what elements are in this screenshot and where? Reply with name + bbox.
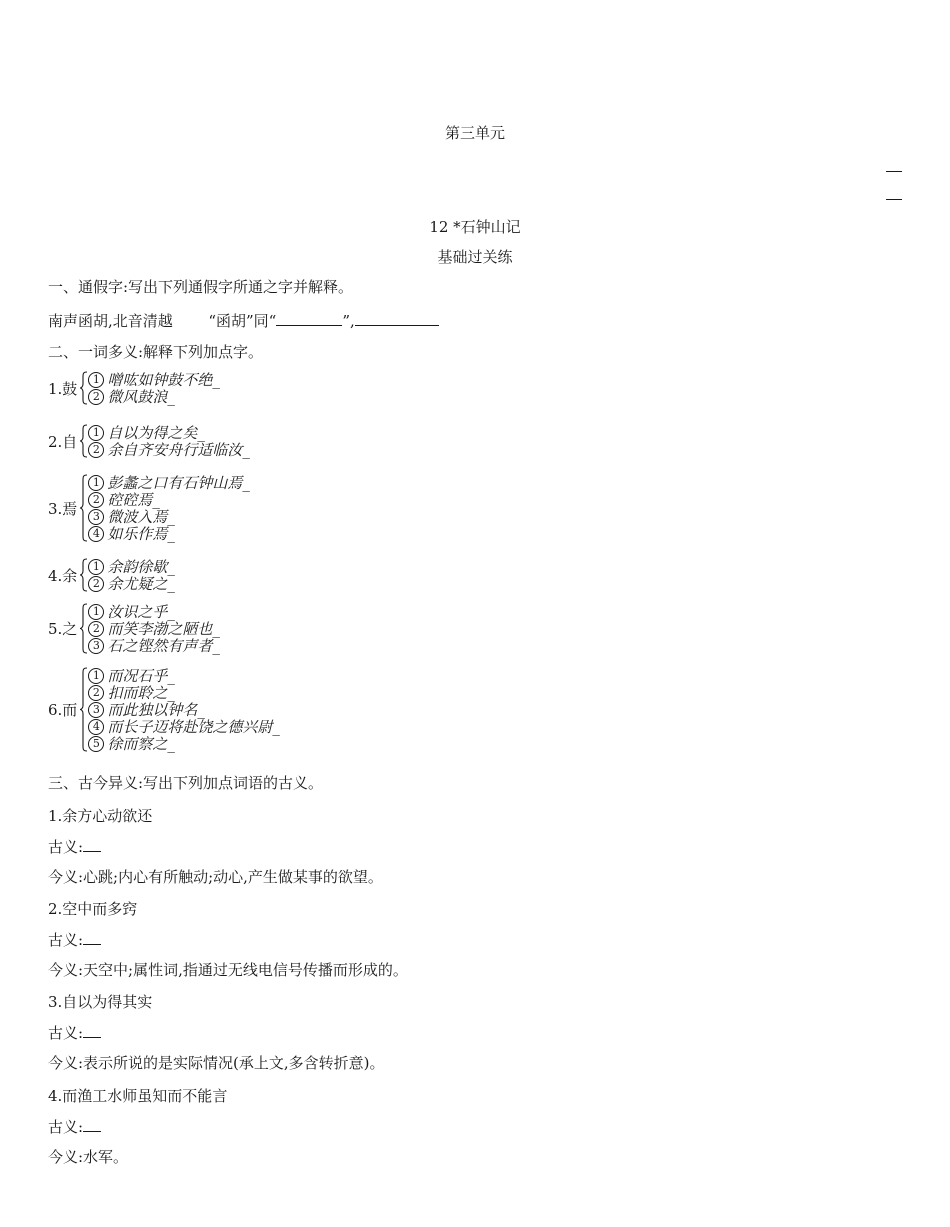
circled-number: 2 bbox=[88, 621, 104, 637]
q2-group-zhi bbox=[48, 603, 220, 654]
answer-blank[interactable]: _ bbox=[242, 440, 250, 459]
example-sentence: 余尤疑之 bbox=[107, 575, 168, 593]
q3-item-3-title: 3.自以为得其实 bbox=[48, 993, 153, 1011]
q3-item-3-blank[interactable] bbox=[83, 1023, 101, 1038]
q2-group-head: 6.而 bbox=[48, 701, 78, 719]
q1-answer-blank-2[interactable] bbox=[355, 311, 439, 326]
example-sentence: 如乐作焉 bbox=[107, 525, 168, 543]
answer-blank[interactable]: _ bbox=[197, 700, 205, 719]
curly-brace-icon bbox=[79, 558, 88, 592]
answer-blank[interactable]: _ bbox=[167, 557, 175, 576]
answer-blank[interactable]: _ bbox=[167, 387, 175, 406]
example-sentence: 扣而聆之 bbox=[107, 684, 168, 702]
example-sentence: 噌吰如钟鼓不绝 bbox=[107, 371, 213, 389]
q3-item-3-jin: 今义:表示所说的是实际情况(承上文,多含转折意)。 bbox=[48, 1054, 385, 1072]
curly-brace-icon bbox=[79, 424, 88, 458]
example-sentence: 微风鼓浪 bbox=[107, 388, 168, 406]
answer-blank[interactable]: _ bbox=[167, 602, 175, 621]
example-sentence: 余自齐安舟行适临汝 bbox=[107, 441, 243, 459]
q2-group-head: 2.自 bbox=[48, 432, 78, 451]
unit-title: 第三单元 bbox=[444, 124, 505, 142]
circled-number: 1 bbox=[88, 604, 104, 620]
q3-item-2-gu bbox=[48, 929, 101, 950]
example-sentence: 微波入焉 bbox=[107, 508, 168, 526]
example-sentence: 硿硿焉 bbox=[107, 491, 153, 509]
q2-group-items bbox=[88, 474, 250, 542]
answer-blank[interactable]: _ bbox=[167, 666, 175, 685]
gu-label: 古义: bbox=[48, 838, 84, 856]
q3-item-4-jin: 今义:水军。 bbox=[48, 1148, 129, 1166]
q2-group-head: 4.余 bbox=[48, 566, 78, 585]
q2-group-items bbox=[88, 667, 280, 752]
q3-item-1-gu bbox=[48, 836, 101, 857]
answer-blank[interactable]: _ bbox=[272, 717, 280, 736]
q3-item-4-title: 4.而渔工水师虽知而不能言 bbox=[48, 1087, 228, 1105]
answer-blank[interactable]: _ bbox=[212, 370, 220, 389]
margin-dash-bottom bbox=[886, 199, 902, 200]
circled-number: 3 bbox=[88, 702, 104, 718]
q3-item-1-blank[interactable] bbox=[83, 837, 101, 852]
answer-blank[interactable]: _ bbox=[167, 507, 175, 526]
list-item bbox=[88, 441, 250, 458]
circled-number: 3 bbox=[88, 638, 104, 654]
answer-blank[interactable]: _ bbox=[167, 734, 175, 753]
example-sentence: 而长子迈将赴饶之德兴尉 bbox=[107, 718, 273, 736]
curly-brace-icon bbox=[79, 603, 88, 654]
q3-heading: 三、古今异义:写出下列加点词语的古义。 bbox=[48, 774, 324, 792]
answer-blank[interactable]: _ bbox=[167, 574, 175, 593]
q1-answer-blank-1[interactable] bbox=[276, 311, 342, 326]
circled-number: 4 bbox=[88, 719, 104, 735]
circled-number: 1 bbox=[88, 372, 104, 388]
q1-quote-close: ”, bbox=[342, 312, 355, 330]
q2-group-items bbox=[88, 603, 220, 654]
section-title: 基础过关练 bbox=[437, 248, 513, 266]
circled-number: 2 bbox=[88, 576, 104, 592]
q2-group-yan bbox=[48, 474, 250, 542]
circled-number: 3 bbox=[88, 509, 104, 525]
answer-blank[interactable]: _ bbox=[212, 636, 220, 655]
circled-number: 1 bbox=[88, 475, 104, 491]
circled-number: 5 bbox=[88, 736, 104, 752]
q2-group-zi bbox=[48, 424, 250, 458]
circled-number: 1 bbox=[88, 559, 104, 575]
q2-group-er bbox=[48, 667, 280, 752]
lesson-title: 12 *石钟山记 bbox=[429, 218, 521, 236]
q2-group-items bbox=[88, 424, 250, 458]
q3-item-4-blank[interactable] bbox=[83, 1117, 101, 1132]
answer-blank[interactable]: _ bbox=[167, 524, 175, 543]
list-item bbox=[88, 575, 175, 592]
list-item bbox=[88, 735, 280, 752]
circled-number: 2 bbox=[88, 442, 104, 458]
q2-group-head: 1.鼓 bbox=[48, 379, 78, 398]
q2-group-gu bbox=[48, 371, 220, 405]
q2-group-head: 3.焉 bbox=[48, 499, 78, 518]
margin-dash-top bbox=[886, 171, 902, 172]
circled-number: 1 bbox=[88, 668, 104, 684]
q3-item-3-gu bbox=[48, 1022, 101, 1043]
list-item bbox=[88, 637, 220, 654]
example-sentence: 而笑李渤之陋也 bbox=[107, 620, 213, 638]
q1-heading: 一、通假字:写出下列通假字所通之字并解释。 bbox=[48, 278, 354, 296]
circled-number: 1 bbox=[88, 425, 104, 441]
example-sentence: 而况石乎 bbox=[107, 667, 168, 685]
example-sentence: 自以为得之矣 bbox=[107, 424, 198, 442]
answer-blank[interactable]: _ bbox=[197, 423, 205, 442]
example-sentence: 而此独以钟名 bbox=[107, 701, 198, 719]
answer-blank[interactable]: _ bbox=[152, 490, 160, 509]
q1-quote: “函胡”同“ bbox=[208, 312, 277, 330]
q2-group-items bbox=[88, 371, 220, 405]
example-sentence: 余韵徐歇 bbox=[107, 558, 168, 576]
gu-label: 古义: bbox=[48, 1024, 84, 1042]
q2-group-yu bbox=[48, 558, 175, 592]
example-sentence: 徐而察之 bbox=[107, 735, 168, 753]
q3-item-2-title: 2.空中而多窍 bbox=[48, 900, 138, 918]
q1-sentence: 南声函胡,北音清越 bbox=[48, 312, 173, 330]
gu-label: 古义: bbox=[48, 931, 84, 949]
example-sentence: 汝识之乎 bbox=[107, 603, 168, 621]
answer-blank[interactable]: _ bbox=[242, 473, 250, 492]
circled-number: 2 bbox=[88, 685, 104, 701]
q3-item-1-jin: 今义:心跳;内心有所触动;动心,产生做某事的欲望。 bbox=[48, 868, 383, 886]
q1-line bbox=[48, 310, 439, 331]
circled-number: 4 bbox=[88, 526, 104, 542]
answer-blank[interactable]: _ bbox=[212, 619, 220, 638]
q2-heading: 二、一词多义:解释下列加点字。 bbox=[48, 343, 264, 361]
answer-blank[interactable]: _ bbox=[167, 683, 175, 702]
q3-item-1-title: 1.余方心动欲还 bbox=[48, 807, 153, 825]
q2-group-head: 5.之 bbox=[48, 620, 78, 638]
circled-number: 2 bbox=[88, 492, 104, 508]
q3-item-2-blank[interactable] bbox=[83, 930, 101, 945]
q3-item-2-jin: 今义:天空中;属性词,指通过无线电信号传播而形成的。 bbox=[48, 961, 408, 979]
curly-brace-icon bbox=[79, 371, 88, 405]
example-sentence: 彭蠡之口有石钟山焉 bbox=[107, 474, 243, 492]
list-item bbox=[88, 388, 220, 405]
q3-item-4-gu bbox=[48, 1116, 101, 1137]
gu-label: 古义: bbox=[48, 1118, 84, 1136]
list-item bbox=[88, 525, 250, 542]
curly-brace-icon bbox=[79, 474, 88, 542]
curly-brace-icon bbox=[79, 667, 88, 752]
q2-group-items bbox=[88, 558, 175, 592]
circled-number: 2 bbox=[88, 389, 104, 405]
example-sentence: 石之铿然有声者 bbox=[107, 637, 213, 655]
